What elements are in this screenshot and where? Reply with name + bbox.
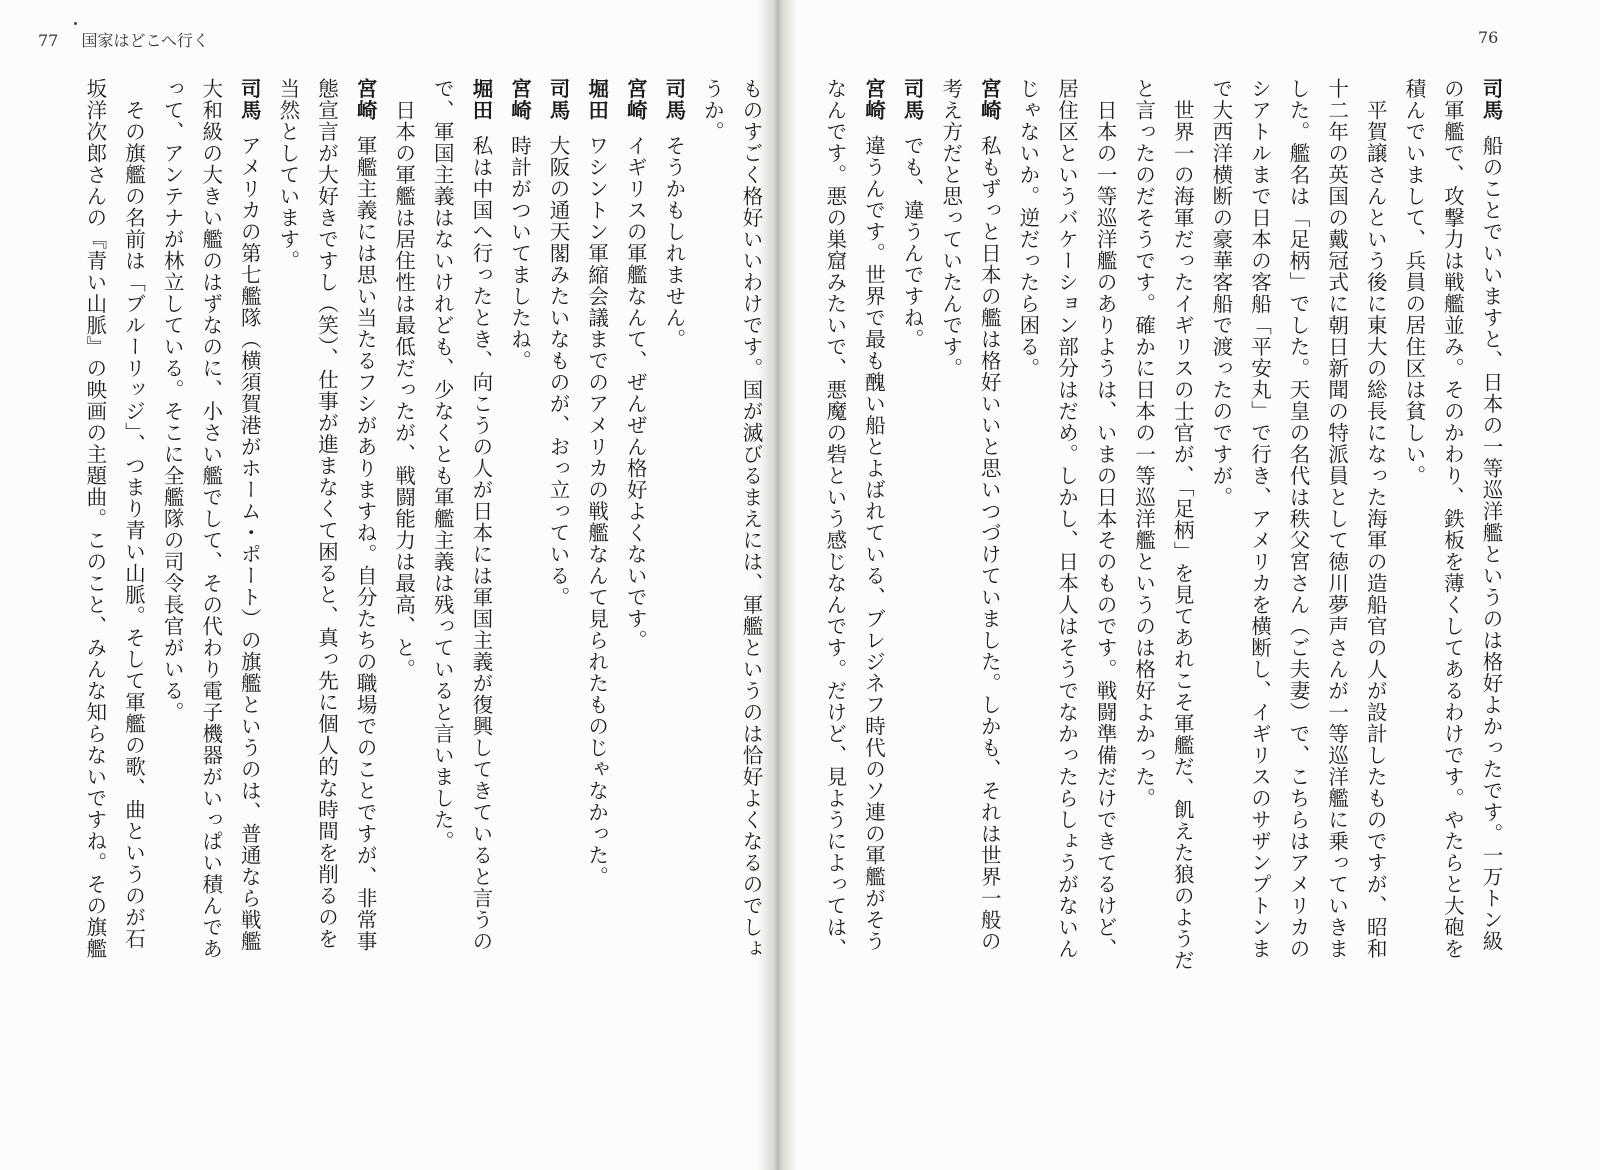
column-text: 日本の軍艦は居住性は最低だったが、戦闘能力は最高、と。	[391, 78, 416, 680]
column-text: 私は中国へ行ったとき、向こうの人が日本には軍国主義が復興してきていると言うの	[468, 135, 493, 952]
column-text: イギリスの軍艦なんて、ぜんぜん格好よくないです。	[623, 135, 648, 651]
column-text: って、アンテナが林立している。そこに全艦隊の司令長官がいる。	[160, 78, 185, 723]
text-column	[423, 78, 462, 1128]
column-text: じゃないか。逆だったら困る。	[1015, 78, 1040, 379]
text-column	[75, 78, 114, 1128]
speaker-name: 堀田	[468, 78, 493, 121]
text-column	[191, 78, 230, 1128]
speaker-name: 司馬	[1479, 78, 1503, 121]
text-column	[1394, 78, 1433, 1128]
text-column	[1317, 78, 1356, 1128]
text-column	[1278, 78, 1317, 1128]
column-text: 私もずっと日本の艦は格好いいと思いつづけていました。しかも、それは世界一般の	[977, 135, 1002, 952]
speaker-name: 堀田	[584, 78, 609, 121]
text-column	[1163, 78, 1202, 1128]
column-text: 大和級の大きい艦のはずなのに、小さい艦でして、その代わり電子機器がいっぱい積んであ	[198, 78, 223, 960]
column-text: ワシントン軍縮会議までのアメリカの戦艦なんて見られたものじゃなかった。	[584, 135, 609, 888]
text-column	[1240, 78, 1279, 1128]
speaker-name: 宮崎	[623, 78, 648, 121]
column-text: と言ったのだそうです。確かに日本の一等巡洋艦というのは格好よかった。	[1131, 78, 1156, 809]
text-column	[616, 78, 655, 1128]
text-column	[1356, 78, 1395, 1128]
text-column	[114, 78, 153, 1128]
page-speck	[74, 22, 77, 25]
column-text: で大西洋横断の豪華客船で渡ったのですが。	[1208, 78, 1233, 508]
speaker-name: 宮崎	[353, 78, 378, 121]
text-column	[153, 78, 192, 1128]
text-column	[854, 78, 893, 1128]
column-text: シアトルまで日本の客船「平安丸」で行き、アメリカを横断し、イギリスのサザンプトンま	[1247, 78, 1272, 960]
column-text: なんです。悪の巣窟みたいで、悪魔の砦という感じなんです。だけど、見ようによっては、	[822, 78, 847, 960]
text-column	[307, 78, 346, 1128]
column-text: ものすごく格好いいわけです。国が滅びるまえには、軍艦というのは恰好よくなるのでしょ	[739, 78, 763, 960]
text-column	[268, 78, 307, 1128]
column-text: 軍艦主義には思い当たるフシがありますね。自分たちの職場でのことですが、非常事	[353, 135, 378, 952]
text-column	[384, 78, 423, 1128]
speaker-name: 司馬	[900, 78, 925, 121]
column-text: で、軍国主義はないけれども、少なくとも軍艦主義は残っていると言いました。	[430, 78, 455, 852]
text-column	[461, 78, 500, 1128]
right-page-number: 76	[1478, 28, 1499, 47]
text-column	[1124, 78, 1163, 1128]
column-text: 世界一の海軍だったイギリスの士官が、「足柄」を見てあれこそ軍艦だ、飢えた狼のようだ	[1170, 78, 1195, 971]
speaker-name: 司馬	[237, 78, 262, 121]
text-column	[654, 78, 693, 1128]
text-column	[1085, 78, 1124, 1128]
text-column	[731, 78, 770, 1128]
column-text: 平賀譲さんという後に東大の総長になった海軍の造船官の人が設計したものですが、昭和	[1363, 78, 1388, 960]
column-text: アメリカの第七艦隊（横須賀港がホーム・ポート）の旗艦というのは、普通なら戦艦	[237, 135, 262, 952]
column-text: 時計がついてましたね。	[507, 135, 532, 372]
text-column	[931, 78, 970, 1128]
column-text: 積んでいまして、兵員の居住区は貧しい。	[1401, 78, 1426, 487]
speaker-name: 司馬	[661, 78, 686, 121]
left-page-number: 77	[38, 31, 59, 50]
right-page-body	[820, 78, 1510, 1128]
text-column	[815, 78, 854, 1128]
text-column	[1471, 78, 1510, 1128]
column-text: 考え方だと思っていたんです。	[938, 78, 963, 379]
text-column	[538, 78, 577, 1128]
column-text: 坂洋次郎さんの『青い山脈』の映画の主題曲。このこと、みんな知らないですね。その旗艦	[82, 78, 107, 960]
text-column	[1433, 78, 1472, 1128]
text-column	[1047, 78, 1086, 1128]
left-page-body	[50, 78, 770, 1128]
text-column	[500, 78, 539, 1128]
column-text: 態宣言が大好きですし（笑）、仕事が進まなくて困ると、真っ先に個人的な時間を削るのを	[314, 78, 339, 950]
column-text: 当然としています。	[275, 78, 300, 272]
column-text: 船のことでいいますと、日本の一等巡洋艦というのは格好よかったです。一万トン級	[1479, 135, 1503, 952]
column-text: 十二年の英国の戴冠式に朝日新聞の特派員として徳川夢声さんが一等巡洋艦に乗っていきま	[1324, 78, 1349, 960]
column-text: した。艦名は「足柄」でした。天皇の名代は秩父宮さん（ご夫妻）で、こちらはアメリカの	[1286, 78, 1311, 960]
speaker-name: 宮崎	[507, 78, 532, 121]
speaker-name: 宮崎	[861, 78, 886, 121]
text-column	[970, 78, 1009, 1128]
column-text: 日本の一等巡洋艦のありようは、いまの日本そのものです。戦闘準備だけできてるけど、	[1093, 78, 1118, 960]
speaker-name: 宮崎	[977, 78, 1002, 121]
column-text: そうかもしれません。	[661, 135, 686, 350]
right-page-header	[1478, 28, 1498, 47]
text-column	[693, 78, 732, 1128]
column-text: 違うんです。世界で最も醜い船とよばれている、ブレジネフ時代のソ連の軍艦がそう	[861, 135, 886, 952]
column-text: の軍艦で、攻撃力は戦艦並み。そのかわり、鉄板を薄くしてあるわけです。やたらと大砲を	[1440, 78, 1465, 960]
column-text: うか。	[700, 78, 725, 143]
column-text: 大阪の通天閣みたいなものが、おっ立っている。	[546, 135, 571, 608]
chapter-title: 国家はどこへ行く	[81, 31, 209, 50]
speaker-name: 司馬	[546, 78, 571, 121]
text-column	[893, 78, 932, 1128]
column-text: その旗艦の名前は「ブルーリッジ」、つまり青い山脈。そして軍艦の歌、曲というのが石	[121, 78, 146, 950]
text-column	[577, 78, 616, 1128]
text-column	[1008, 78, 1047, 1128]
text-column	[345, 78, 384, 1128]
column-text: でも、違うんですね。	[900, 135, 925, 350]
column-text: 居住区というバケーション部分はだめ。しかし、日本人はそうでなかったらしょうがないん	[1054, 78, 1079, 960]
left-page-header	[38, 28, 209, 51]
text-column	[1201, 78, 1240, 1128]
text-column	[230, 78, 269, 1128]
